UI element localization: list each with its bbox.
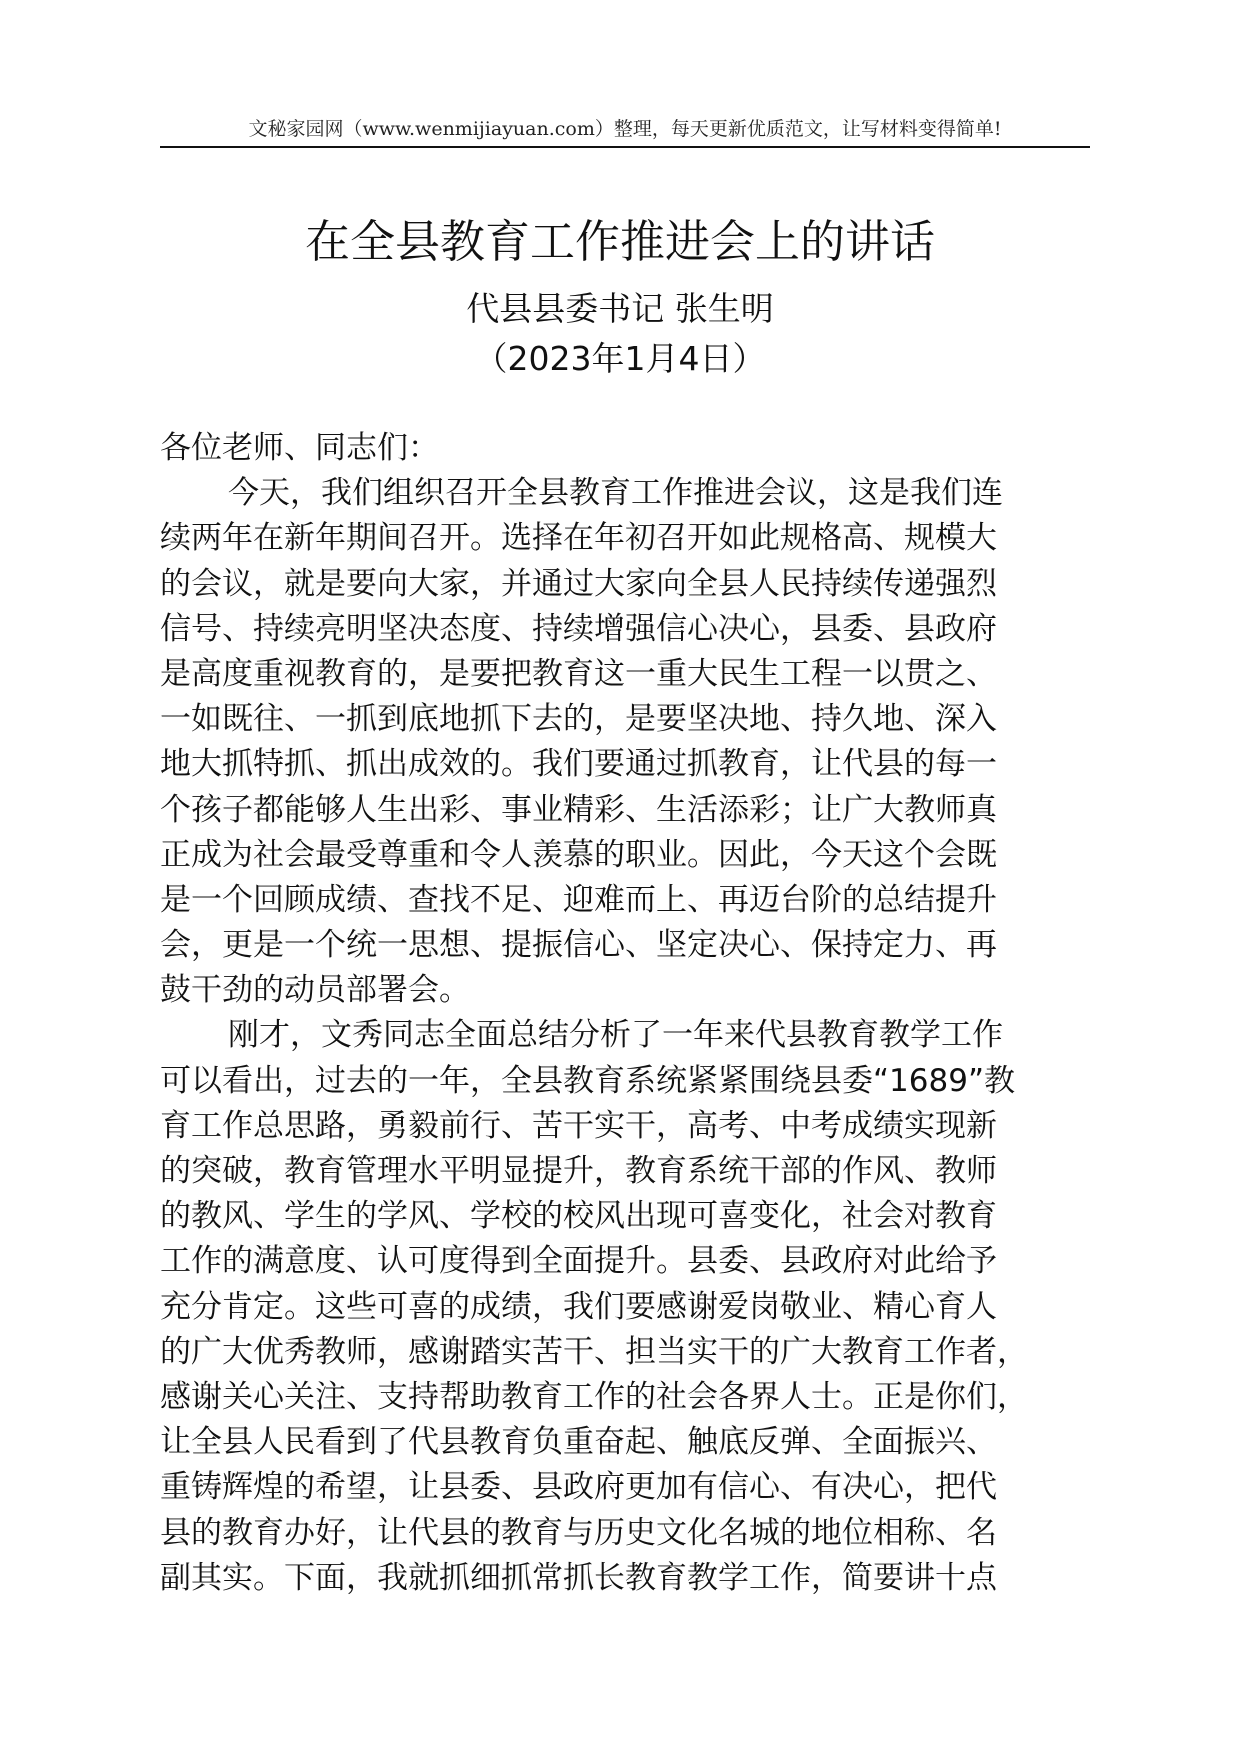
document-body xyxy=(160,426,1090,1601)
text-line: 刚才，文秀同志全面总结分析了一年来代县教育教学工作 xyxy=(228,1017,1003,1054)
text-line: 的广大优秀教师，感谢踏实苦干、担当实干的广大教育工作者， xyxy=(160,1333,1028,1370)
text-line: 续两年在新年期间召开。选择在年初召开如此规格高、规模大 xyxy=(160,520,997,557)
text-line: 信号、持续亮明坚决态度、持续增强信心决心，县委、县政府 xyxy=(160,610,997,647)
document-date: （2023年1月4日） xyxy=(474,339,766,378)
text-line: 会，更是一个统一思想、提振信心、坚定决心、保持定力、再 xyxy=(160,927,997,964)
text-line: 的会议，就是要向大家，并通过大家向全县人民持续传递强烈 xyxy=(160,565,997,602)
text-line: 是高度重视教育的，是要把教育这一重大民生工程一以贯之、 xyxy=(160,655,997,692)
text-line: 鼓干劲的动员部署会。 xyxy=(160,972,470,1009)
text-line: 感谢关心关注、支持帮助教育工作的社会各界人士。正是你们， xyxy=(160,1378,1028,1415)
document-title: 在全县教育工作推进会上的讲话 xyxy=(304,215,935,268)
text-line: 一如既往、一抓到底地抓下去的，是要坚决地、持久地、深入 xyxy=(160,701,997,738)
salutation: 各位老师、同志们： xyxy=(160,430,439,466)
text-line: 个孩子都能够人生出彩、事业精彩、生活添彩；让广大教师真 xyxy=(160,791,997,828)
text-line: 是一个回顾成绩、查找不足、迎难而上、再迈台阶的总结提升 xyxy=(160,881,997,918)
text-line: 育工作总思路，勇毅前行、苦干实干，高考、中考成绩实现新 xyxy=(160,1107,997,1144)
document-author: 代县县委书记 张生明 xyxy=(466,289,774,328)
text-line: 地大抓特抓、抓出成效的。我们要通过抓教育，让代县的每一 xyxy=(160,746,997,783)
text-line: 工作的满意度、认可度得到全面提升。县委、县政府对此给予 xyxy=(160,1243,997,1280)
text-line: 可以看出，过去的一年，全县教育系统紧紧围绕县委“1689”教 xyxy=(160,1062,1016,1099)
text-line: 重铸辉煌的希望，让县委、县政府更加有信心、有决心，把代 xyxy=(160,1469,997,1506)
page-header: 文秘家园网（www.wenmijiayuan.com）整理，每天更新优质范文，让写材料变得简单! xyxy=(248,118,1002,140)
text-line: 正成为社会最受尊重和令人羡慕的职业。因此，今天这个会既 xyxy=(160,836,997,873)
text-line: 让全县人民看到了代县教育负重奋起、触底反弹、全面振兴、 xyxy=(160,1424,997,1461)
text-line: 的教风、学生的学风、学校的校风出现可喜变化，社会对教育 xyxy=(160,1198,997,1235)
header-divider xyxy=(160,146,1090,148)
text-line: 副其实。下面，我就抓细抓常抓长教育教学工作，简要讲十点 xyxy=(160,1559,997,1596)
text-line: 县的教育办好，让代县的教育与历史文化名城的地位相称、名 xyxy=(160,1514,997,1551)
text-line: 今天，我们组织召开全县教育工作推进会议，这是我们连 xyxy=(228,475,1003,512)
text-line: 充分肯定。这些可喜的成绩，我们要感谢爱岗敬业、精心育人 xyxy=(160,1288,997,1325)
text-line: 的突破，教育管理水平明显提升，教育系统干部的作风、教师 xyxy=(160,1153,997,1189)
